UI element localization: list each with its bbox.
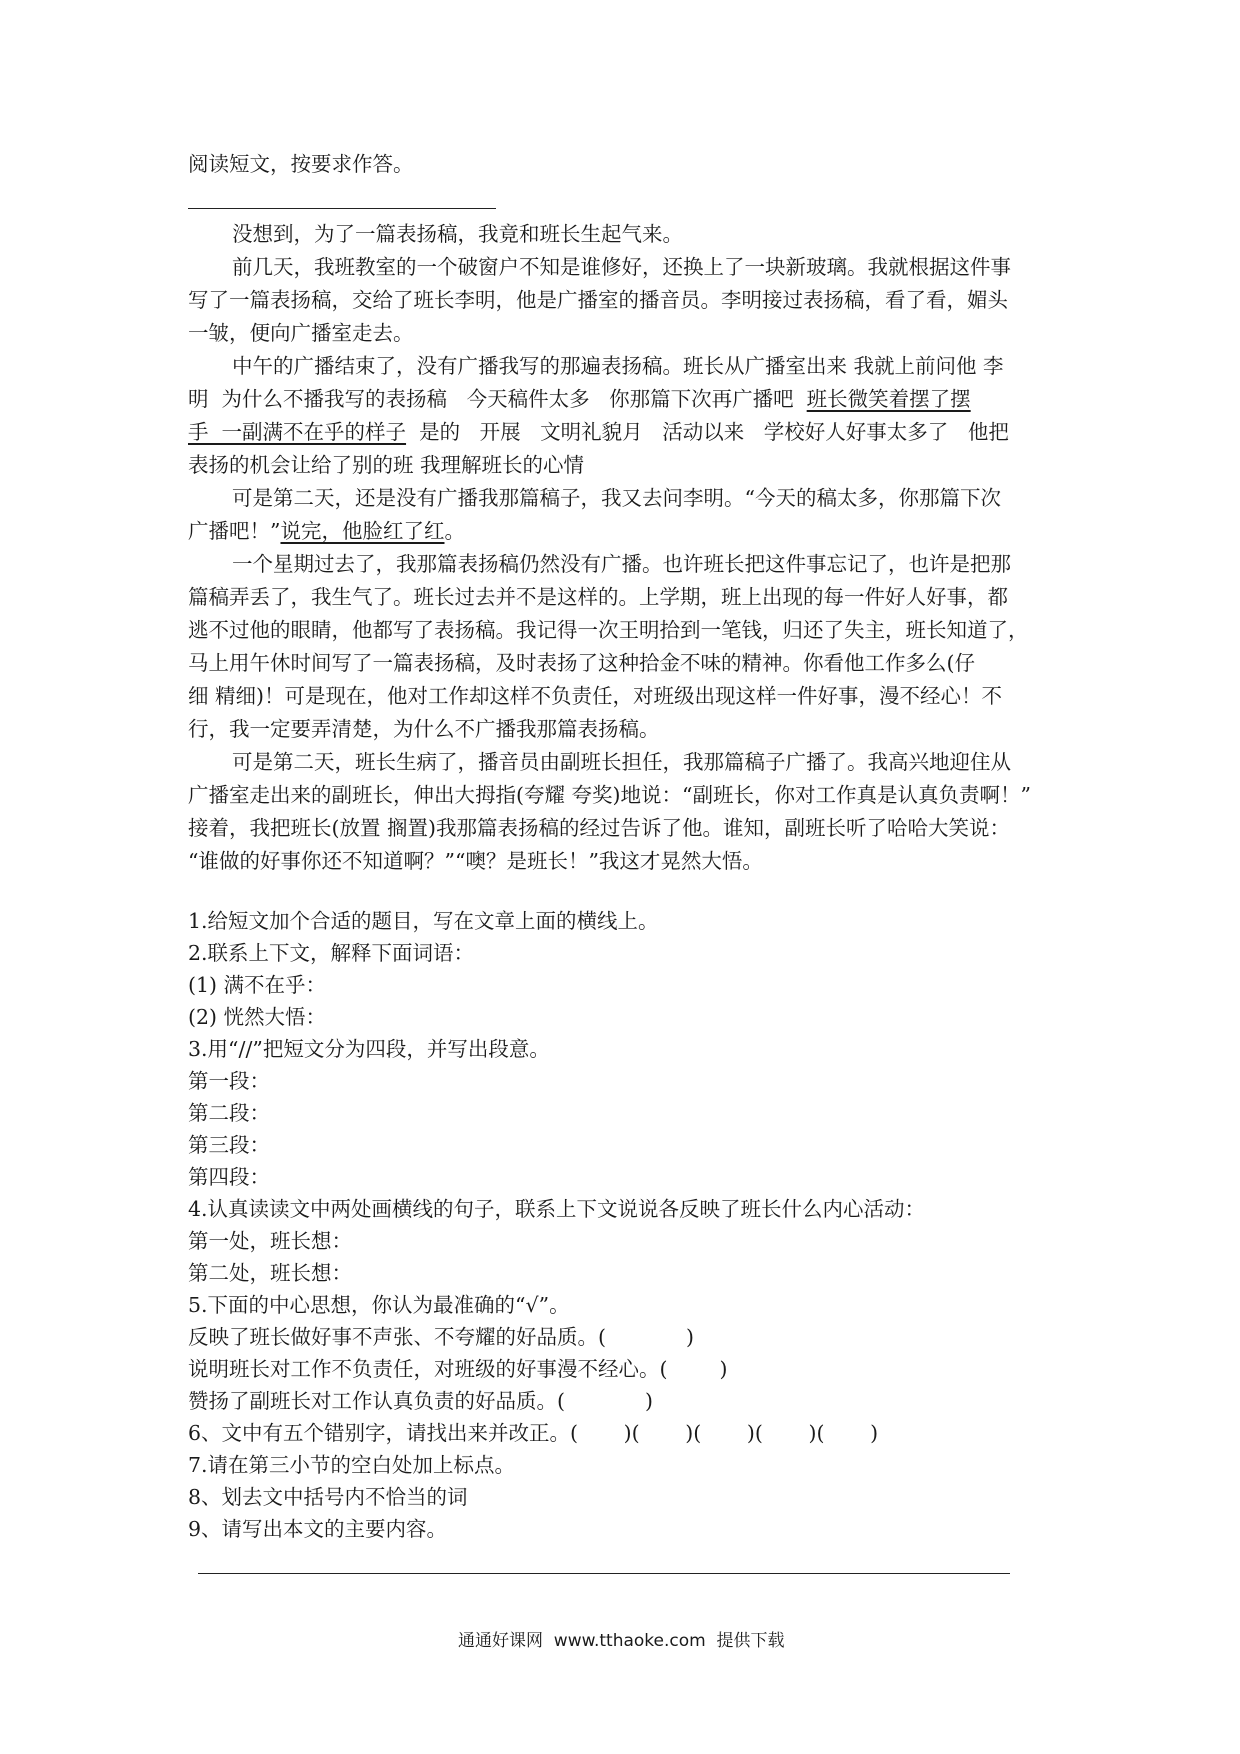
- question-4: 4.认真读读文中两处画横线的句子，联系上下文说说各反映了班长什么内心活动：: [188, 1197, 926, 1221]
- footer-text: 通通好课网 www.tthaoke.com 提供下载: [458, 1631, 785, 1651]
- passage-line: 表扬的机会让给了别的班 我理解班长的心情: [188, 453, 585, 477]
- underlined-sentence-2: 说完，他脸红了红: [280, 519, 445, 543]
- passage-line: [188, 416, 1009, 448]
- passage-segment: 是的 开展 文明礼貌月 活动以来 学校好人好事太多了 他把: [406, 420, 1009, 444]
- passage-line: 逃不过他的眼睛，他都写了表扬稿。我记得一次王明拾到一笔钱，归还了失主，班长知道了，: [188, 618, 1029, 642]
- question-2: 2.联系上下文，解释下面词语：: [188, 941, 475, 965]
- question-6: 6、文中有五个错别字，请找出来并改正。( )( )( )( )( ): [188, 1421, 879, 1445]
- question-5-option-2: [188, 1353, 728, 1385]
- passage-line: 接着，我把班长(放置 搁置)我那篇表扬稿的经过告诉了他。谁知，副班长听了哈哈大笑说：: [188, 816, 1011, 840]
- question-8: 8、划去文中括号内不恰当的词: [188, 1485, 468, 1509]
- instruction-text: 阅读短文，按要求作答。: [188, 152, 414, 176]
- title-blank-line: [188, 208, 496, 209]
- passage-line: [188, 515, 465, 547]
- passage-line: “谁做的好事你还不知道啊？”“噢？是班长！”我这才晃然大悟。: [188, 849, 763, 873]
- question-4-item-1: 第一处，班长想：: [188, 1229, 352, 1253]
- question-5: 5.下面的中心思想，你认为最准确的“√”。: [188, 1293, 570, 1317]
- passage-line: 篇稿弄丢了，我生气了。班长过去并不是这样的。上学期，班上出现的每一件好人好事，都: [188, 585, 1008, 609]
- question-3-para-1: 第一段：: [188, 1069, 270, 1093]
- option-paren-close: ): [645, 1389, 653, 1413]
- passage-line: 马上用午休时间写了一篇表扬稿，及时表扬了这种拾金不味的精神。你看他工作多么(仔: [188, 651, 975, 675]
- underlined-sentence-1: 班长微笑着摆了摆: [806, 387, 971, 411]
- question-9: 9、请写出本文的主要内容。: [188, 1517, 448, 1541]
- question-3-para-4: 第四段：: [188, 1165, 270, 1189]
- passage-line: 行，我一定要弄清楚，为什么不广播我那篇表扬稿。: [188, 717, 660, 741]
- question-3-para-2: 第二段：: [188, 1101, 270, 1125]
- passage-line: 一皱，便向广播室走去。: [188, 321, 414, 345]
- question-5-option-1: [188, 1321, 694, 1353]
- question-2-item-2: (2) 恍然大悟：: [188, 1005, 327, 1029]
- underlined-sentence-1-cont: 手 一副满不在乎的样子: [188, 420, 407, 444]
- passage-line: 前几天，我班教室的一个破窗户不知是谁修好，还换上了一块新玻璃。我就根据这件事: [232, 255, 1011, 279]
- question-1: 1.给短文加个合适的题目，写在文章上面的横线上。: [188, 909, 659, 933]
- passage-line: 广播室走出来的副班长，伸出大拇指(夸耀 夸奖)地说：“副班长，你对工作真是认真负责啊！”: [188, 783, 1031, 807]
- option-paren-close: ): [686, 1325, 694, 1349]
- passage-line: 没想到，为了一篇表扬稿，我竟和班长生起气来。: [232, 222, 683, 246]
- question-4-item-2: 第二处，班长想：: [188, 1261, 352, 1285]
- option-text: 赞扬了副班长对工作认真负责的好品质。(: [188, 1389, 565, 1413]
- question-3: 3.用“//”把短文分为四段，并写出段意。: [188, 1037, 550, 1061]
- passage-segment: 。: [444, 519, 465, 543]
- option-text: 反映了班长做好事不声张、不夸耀的好品质。(: [188, 1325, 606, 1349]
- passage-line: 细 精细)！可是现在，他对工作却这样不负责任，对班级出现这样一件好事，漫不经心！不: [188, 684, 1003, 708]
- question-5-option-3: [188, 1385, 653, 1417]
- passage-line: 可是第二天，还是没有广播我那篇稿子，我又去问李明。“今天的稿太多，你那篇下次: [232, 486, 1001, 510]
- question-7: 7.请在第三小节的空白处加上标点。: [188, 1453, 516, 1477]
- passage-line: 写了一篇表扬稿，交给了班长李明，他是广播室的播音员。李明接过表扬稿，看了看，媚头: [188, 288, 1008, 312]
- passage-line: [188, 383, 971, 415]
- passage-line: 中午的广播结束了，没有广播我写的那遍表扬稿。班长从广播室出来 我就上前问他 李: [232, 354, 1004, 378]
- passage-line: 可是第二天，班长生病了，播音员由副班长担任，我那篇稿子广播了。我高兴地迎住从: [232, 750, 1011, 774]
- question-2-item-1: (1) 满不在乎：: [188, 973, 327, 997]
- passage-segment: 明 为什么不播我写的表扬稿 今天稿件太多 你那篇下次再广播吧: [188, 387, 807, 411]
- question-3-para-3: 第三段：: [188, 1133, 270, 1157]
- passage-line: 一个星期过去了，我那篇表扬稿仍然没有广播。也许班长把这件事忘记了，也许是把那: [232, 552, 1011, 576]
- option-paren-close: ): [719, 1357, 728, 1381]
- option-text: 说明班长对工作不负责任，对班级的好事漫不经心。(: [188, 1357, 668, 1381]
- passage-segment: 广播吧！”: [188, 519, 281, 543]
- answer-line: [198, 1573, 1010, 1574]
